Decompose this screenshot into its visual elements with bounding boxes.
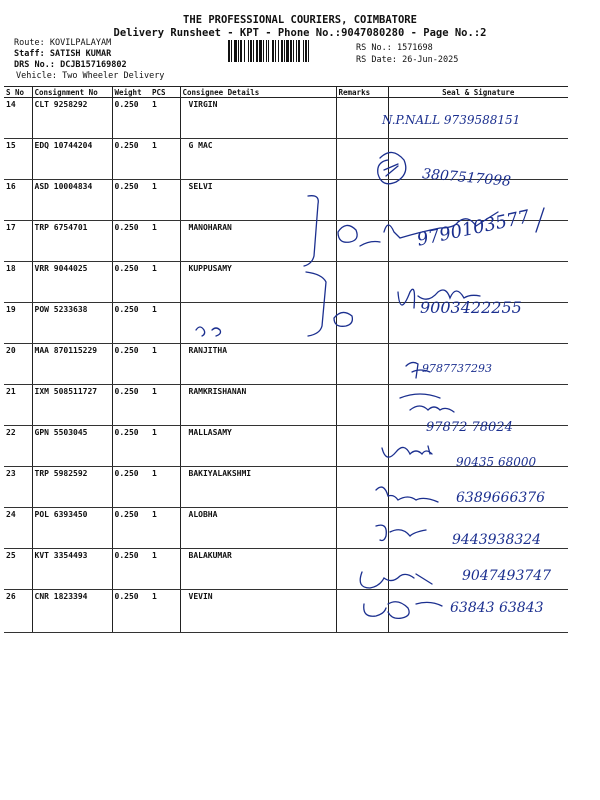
runsheet-subtitle: Delivery Runsheet - KPT - Phone No.:9047080280 - Page No.:2: [113, 27, 487, 39]
cell-sno: 23: [4, 467, 32, 508]
cell-consignee: MALLASAMY: [180, 426, 336, 467]
cell-weight: 0.250: [112, 385, 150, 426]
vehicle-value: Two Wheeler Delivery: [62, 71, 165, 81]
signature-row-24: 6389666376: [456, 490, 546, 506]
remark-circle-17: [338, 225, 357, 242]
cell-sno: 24: [4, 508, 32, 549]
cell-sno: 22: [4, 426, 32, 467]
bracket-17: [304, 196, 318, 266]
signature-scribble-22: [410, 406, 454, 412]
cell-consignment: POW 5233638: [32, 303, 112, 344]
signature-row-27: 63843 63843: [450, 600, 544, 616]
cell-consignee: VEVIN: [180, 590, 336, 633]
cell-sno: 25: [4, 549, 32, 590]
cell-pcs: 1: [150, 426, 180, 467]
cell-sno: 16: [4, 180, 32, 221]
cell-pcs: 1: [150, 344, 180, 385]
signature-scribble-25: [376, 525, 426, 540]
cell-sno: 20: [4, 344, 32, 385]
cell-sno: 19: [4, 303, 32, 344]
cell-consignment: TRP 6754701: [32, 221, 112, 262]
signature-row-25: 9443938324: [452, 532, 542, 548]
cell-consignment: ASD 10004834: [32, 180, 112, 221]
drs-label: DRS No.:: [14, 60, 55, 70]
rs-no-value: 1571698: [396, 43, 433, 53]
col-sno: S No: [4, 87, 32, 98]
cell-sno: 21: [4, 385, 32, 426]
signature-row-23: 90435 68000: [456, 455, 537, 469]
cell-weight: 0.250: [112, 549, 150, 590]
cell-sno: 17: [4, 221, 32, 262]
cell-consignee: G MAC: [180, 139, 336, 180]
stamp-scribble-15: [378, 152, 406, 183]
signature-row-20: 9787737293: [422, 362, 492, 375]
cell-consignment: CNR 1823394: [32, 590, 112, 633]
cell-consignment: KVT 3354493: [32, 549, 112, 590]
cell-consignment: POL 6393450: [32, 508, 112, 549]
signature-scribble-23: [382, 446, 432, 457]
consignee-mark-19: [196, 327, 221, 336]
route-label: Route:: [14, 38, 45, 48]
cell-weight: 0.250: [112, 98, 150, 139]
cell-consignment: GPN 5503045: [32, 426, 112, 467]
cell-pcs: 1: [150, 385, 180, 426]
rs-no-label: RS No.:: [356, 43, 392, 53]
col-consignment: Consignment No: [32, 87, 112, 98]
cell-consignee: BALAKUMAR: [180, 549, 336, 590]
cell-weight: 0.250: [112, 508, 150, 549]
rs-date-label: RS Date:: [356, 55, 397, 65]
company-title: THE PROFESSIONAL COURIERS, COIMBATORE: [183, 14, 417, 26]
cell-weight: 0.250: [112, 221, 150, 262]
signature-scribble-21: [400, 394, 440, 398]
bracket-19: [306, 272, 326, 336]
cell-pcs: 1: [150, 139, 180, 180]
signature-scribble-24: [376, 487, 438, 502]
route-value: KOVILPALAYAM: [49, 38, 112, 48]
signature-scribble-20: [406, 362, 430, 378]
cell-consignment: MAA 870115229: [32, 344, 112, 385]
cell-consignment: CLT 9258292: [32, 98, 112, 139]
col-pcs: PCS: [150, 87, 180, 98]
cell-pcs: 1: [150, 508, 180, 549]
signature-row-14: N.P.NALL 9739588151: [382, 113, 521, 127]
staff-value: SATISH KUMAR: [49, 49, 112, 59]
cell-sno: 14: [4, 98, 32, 139]
remark-circle-19: [334, 312, 352, 326]
cell-weight: 0.250: [112, 262, 150, 303]
cell-consignee: BAKIYALAKSHMI: [180, 467, 336, 508]
cell-sno: 15: [4, 139, 32, 180]
signature-row-17: 9790103577: [415, 206, 532, 251]
cell-weight: 0.250: [112, 180, 150, 221]
signature-scribble-26: [360, 572, 432, 588]
cell-consignee: RANJITHA: [180, 344, 336, 385]
col-seal-signature: Seal & Signature: [388, 87, 568, 98]
cell-consignee: SELVI: [180, 180, 336, 221]
cell-sno: 18: [4, 262, 32, 303]
cell-weight: 0.250: [112, 467, 150, 508]
cell-pcs: 1: [150, 303, 180, 344]
cell-weight: 0.250: [112, 426, 150, 467]
col-remarks: Remarks: [336, 87, 388, 98]
cell-weight: 0.250: [112, 344, 150, 385]
cell-consignment: TRP 5982592: [32, 467, 112, 508]
cell-consignment: EDQ 10744204: [32, 139, 112, 180]
signature-row-26: 9047493747: [462, 568, 552, 584]
cell-consignee: RAMKRISHANAN: [180, 385, 336, 426]
cell-sno: 26: [4, 590, 32, 633]
cell-consignee: KUPPUSAMY: [180, 262, 336, 303]
cell-consignment: VRR 9044025: [32, 262, 112, 303]
signature-scribble-27: [364, 602, 442, 619]
col-consignee: Consignee Details: [180, 87, 336, 98]
cell-pcs: 1: [150, 221, 180, 262]
signature-scribble-17: [360, 208, 544, 246]
cell-pcs: 1: [150, 467, 180, 508]
signature-row-22: 97872 78024: [426, 420, 513, 435]
cell-weight: 0.250: [112, 303, 150, 344]
cell-pcs: 1: [150, 180, 180, 221]
cell-pcs: 1: [150, 262, 180, 303]
col-weight: Weight: [112, 87, 150, 98]
cell-pcs: 1: [150, 549, 180, 590]
cell-pcs: 1: [150, 98, 180, 139]
drs-value: DCJB157169802: [60, 60, 127, 70]
vehicle-label: Vehicle:: [16, 71, 57, 81]
staff-label: Staff:: [14, 49, 45, 59]
cell-consignee: ALOBHA: [180, 508, 336, 549]
signature-row-19: 9003422255: [420, 298, 522, 317]
cell-pcs: 1: [150, 590, 180, 633]
cell-weight: 0.250: [112, 139, 150, 180]
rs-date-value: 26-Jun-2025: [402, 55, 459, 65]
signature-row-15: 3807517098: [421, 166, 512, 190]
signature-scribble-19: [398, 289, 480, 308]
cell-consignment: IXM 508511727: [32, 385, 112, 426]
cell-consignee: MANOHARAN: [180, 221, 336, 262]
cell-weight: 0.250: [112, 590, 150, 633]
cell-consignee: VIRGIN: [180, 98, 336, 139]
